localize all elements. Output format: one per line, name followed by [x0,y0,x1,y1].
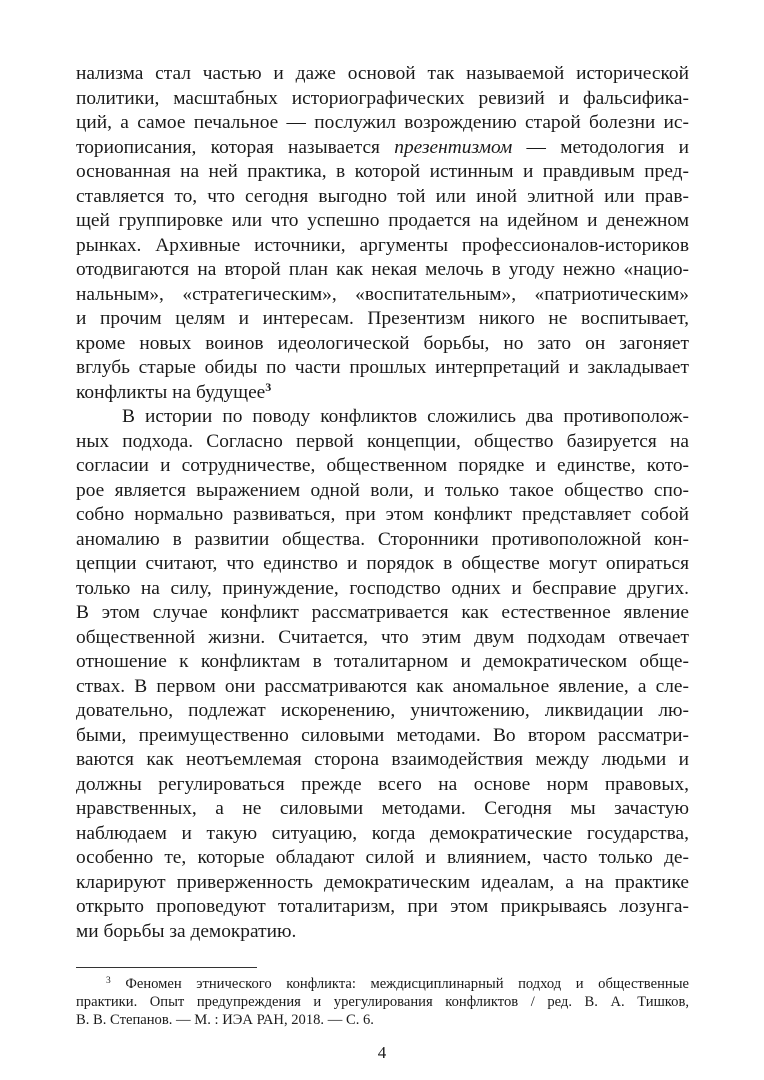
text-line: только на силу, принуждение, господство одних и бесправие других. [76,577,689,599]
text-line: аномалию в развитии общества. Сторонники противоположной кон- [76,528,689,550]
text-line: ных подхода. Согласно первой концепции, общество базируется на [76,430,689,452]
text-line: особенно те, которые обладают силой и влиянием, часто только де- [76,847,689,868]
footnote-text: Феномен этнического конфликта: междисциплинарный подход и общественные [125,976,689,992]
text-line: В этом случае конфликт рассматривается как естественное явление [76,602,689,623]
text-line: цепции считают, что единство и порядок в обществе могут опираться [76,553,689,574]
text-line: нализма стал частью и даже основой так называемой исторической [76,63,689,84]
footnote-divider [76,967,257,968]
footnote-line: В. В. Степанов. — М. : ИЭА РАН, 2018. — С. 6. [76,1012,374,1028]
text-line: общественной жизни. Считается, что этим двум подходам отвечает [76,626,689,648]
text-line: кларируют приверженность демократическим идеалам, а на практике [76,871,689,893]
text-line: щей группировке или что успешно продается на идейном и денежном [76,210,689,231]
footnote-marker: 3 [106,976,111,986]
text-line [76,136,689,161]
text-line: ставляется то, что сегодня выгодно той или иной элитной или прав- [76,185,689,207]
text-line: наблюдаем и такую ситуацию, когда демократические государства, [76,822,689,844]
text-line: отношение к конфликтам в тоталитарном и демократическом обще- [76,651,689,672]
text-line: политики, масштабных историографических ревизий и фальсифика- [76,87,689,109]
text-fragment: конфликты на будущее [76,381,266,403]
text-line: рое является выражением одной воли, и только такое общество спо- [76,479,689,501]
text-fragment: ториописания, которая называется [76,136,395,158]
text-line: собно нормально развиваться, при этом конфликт представляет собой [76,504,689,525]
footnote-line [76,975,689,993]
footnote [76,975,689,1029]
text-line: открыто проповедуют тоталитаризм, при этом прикрываясь лозунга- [76,896,689,917]
paragraph-1 [76,62,689,405]
text-line: ваются как неотъемлемая сторона взаимодействия между людьми и [76,749,689,770]
text-line: вглубь старые обиды по части прошлых интерпретаций и закладывает [76,357,689,378]
text-line: основанная на ней практика, в которой истинным и правдивым пред- [76,161,689,182]
text-line: согласии и сотрудничестве, общественном порядке и единстве, кото- [76,455,689,476]
text-line: кроме новых воинов идеологической борьбы, но зато он загоняет [76,332,689,354]
text-line: отодвигаются на второй план как некая мелочь в угоду нежно «нацио- [76,259,689,280]
text-line: быми, преимущественно силовыми методами. Во втором рассматри- [76,724,689,746]
text-line: ций, а самое печальное — послужил возрождению старой болезни ис- [76,112,689,133]
text-fragment: — методология и [512,136,690,158]
body-text [76,62,689,944]
page-number: 4 [377,1043,387,1062]
text-line: довательно, подлежат искоренению, уничтожению, ликвидации лю- [76,700,689,721]
text-line: и прочим целям и интересам. Презентизм никого не воспитывает, [76,308,689,329]
italic-term: презентизмом [394,136,513,158]
text-line: В истории по поводу конфликтов сложились два противополож- [122,406,689,427]
text-line [76,381,689,406]
text-line: рынках. Архивные источники, аргументы профессионалов-историков [76,234,689,256]
text-line: должны регулироваться прежде всего на основе норм правовых, [76,773,689,795]
text-line: ми борьбы за демократию. [76,920,297,942]
text-line: ствах. В первом они рассматриваются как аномальное явление, а сле- [76,675,689,697]
paragraph-2 [76,405,689,944]
footnote-line: практики. Опыт предупреждения и урегулирования конфликтов / ред. В. А. Тишков, [76,994,689,1010]
text-line: нравственных, а не силовыми методами. Сегодня мы зачастую [76,798,689,819]
text-line: нальным», «стратегическим», «воспитательным», «патриотическим» [76,283,689,305]
footnote-reference[interactable]: 3 [265,379,272,394]
